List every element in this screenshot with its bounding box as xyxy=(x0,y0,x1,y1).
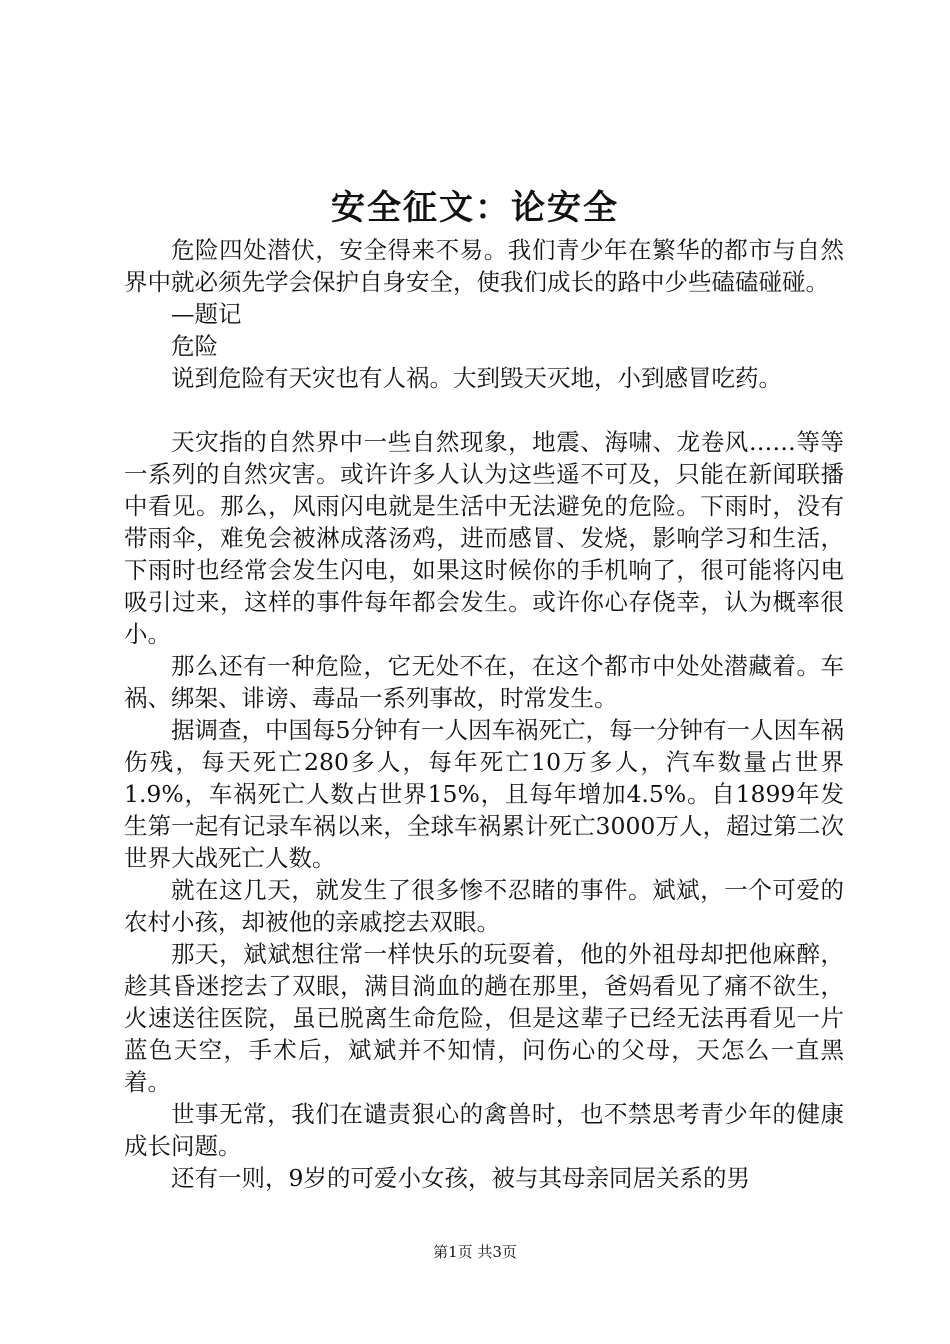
body-paragraph: 世事无常，我们在谴责狠心的禽兽时，也不禁思考青少年的健康成长问题。 xyxy=(124,1100,844,1160)
document-body xyxy=(124,234,844,1194)
body-paragraph: 说到危险有天灾也有人祸。大到毁天灭地，小到感冒吃药。 xyxy=(171,364,782,392)
epigraph-attribution: —题记 xyxy=(171,300,242,328)
body-paragraph: 那天，斌斌想往常一样快乐的玩耍着，他的外祖母却把他麻醉，趁其昏迷挖去了双眼，满目淌血的趟在那里，爸妈看见了痛不欲生，火速送往医院，虽已脱离生命危险，但是这辈子已经无法再看见一片蓝色天空，手术后，斌斌并不知情，问伤心的父母，天怎么一直黑着。 xyxy=(124,940,844,1096)
body-paragraph: 据调查，中国每5分钟有一人因车祸死亡，每一分钟有一人因车祸伤残，每天死亡280多人，每年死亡10万多人，汽车数量占世界1.9%，车祸死亡人数占世界15%，且每年增加4.5%。自1899年发生第一起有记录车祸以来，全球车祸累计死亡3000万人，超过第二次世界大战死亡人数。 xyxy=(124,716,844,872)
epigraph-paragraph: 危险四处潜伏，安全得来不易。我们青少年在繁华的都市与自然界中就必须先学会保护自身安全，使我们成长的路中少些磕磕碰碰。 xyxy=(124,236,844,296)
document-title: 安全征文：论安全 xyxy=(331,188,619,228)
body-paragraph: 天灾指的自然界中一些自然现象，地震、海啸、龙卷风……等等一系列的自然灾害。或许许多人认为这些遥不可及，只能在新闻联播中看见。那么，风雨闪电就是生活中无法避免的危险。下雨时，没有带雨伞，难免会被淋成落汤鸡，进而感冒、发烧，影响学习和生活，下雨时也经常会发生闪电，如果这时候你的手机响了，很可能将闪电吸引过来，这样的事件每年都会发生。或许你心存侥幸，认为概率很小。 xyxy=(124,428,844,648)
body-paragraph: 就在这几天，就发生了很多惨不忍睹的事件。斌斌，一个可爱的农村小孩，却被他的亲戚挖去双眼。 xyxy=(124,876,844,936)
section-heading: 危险 xyxy=(171,332,218,360)
body-paragraph: 那么还有一种危险，它无处不在，在这个都市中处处潜藏着。车祸、绑架、诽谤、毒品一系列事故，时常发生。 xyxy=(124,652,844,712)
page-footer: 第1页 共3页 xyxy=(433,1243,517,1261)
body-paragraph: 还有一则，9岁的可爱小女孩，被与其母亲同居关系的男 xyxy=(171,1164,750,1192)
